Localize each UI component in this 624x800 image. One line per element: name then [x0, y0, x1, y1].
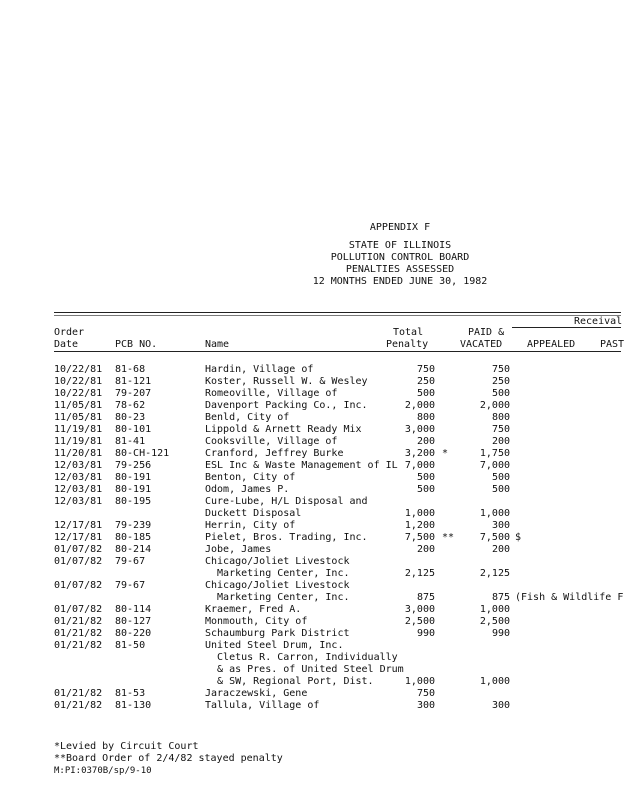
row-pcb-number: 81-41	[115, 436, 146, 447]
report-title: PENALTIES ASSESSED	[345, 264, 455, 275]
row-date: 11/05/81	[54, 400, 103, 411]
table-row	[0, 388, 621, 400]
row-name: Pielet, Bros. Trading, Inc.	[205, 532, 368, 543]
table-row	[0, 628, 621, 640]
receivable-header: Receival	[574, 316, 623, 327]
row-date: 01/07/82	[54, 604, 103, 615]
row-date: 12/03/81	[54, 472, 103, 483]
table-row	[0, 400, 621, 412]
row-name: Benld, City of	[205, 412, 290, 423]
row-date: 12/03/81	[54, 460, 103, 471]
row-name: & as Pres. of United Steel Drum	[205, 664, 404, 675]
footnote-board-order: **Board Order of 2/4/82 stayed penalty	[54, 753, 283, 764]
row-total-penalty: 200	[416, 544, 435, 555]
row-name: Benton, City of	[205, 472, 296, 483]
row-paid-vacated: 500	[491, 484, 510, 495]
header-rule	[54, 351, 621, 352]
row-total-penalty: 3,200	[404, 448, 435, 459]
table-row	[0, 532, 621, 544]
row-pcb-number: 81-130	[115, 700, 152, 711]
row-date: 10/22/81	[54, 376, 103, 387]
table-row	[0, 640, 621, 652]
table-row	[0, 652, 621, 664]
table-row	[0, 436, 621, 448]
row-name: Cooksville, Village of	[205, 436, 338, 447]
row-date: 10/22/81	[54, 388, 103, 399]
vacated-header: VACATED	[460, 339, 503, 350]
row-total-penalty: 500	[416, 484, 435, 495]
total-header: Total	[393, 327, 424, 338]
row-pcb-number: 80-127	[115, 616, 152, 627]
table-row	[0, 664, 621, 676]
row-pcb-number: 81-121	[115, 376, 152, 387]
row-pcb-number: 80-CH-121	[115, 448, 170, 459]
row-total-penalty: 750	[416, 364, 435, 375]
row-pcb-number: 80-220	[115, 628, 152, 639]
row-paid-vacated: 300	[491, 520, 510, 531]
row-pcb-number: 81-68	[115, 364, 146, 375]
row-paid-vacated: 1,000	[479, 508, 510, 519]
row-total-penalty: 500	[416, 472, 435, 483]
receivable-underline	[512, 327, 621, 328]
row-paid-vacated: 300	[491, 700, 510, 711]
table-row	[0, 568, 621, 580]
row-pcb-number: 80-214	[115, 544, 152, 555]
table-row	[0, 412, 621, 424]
row-extra-note: $	[515, 532, 522, 543]
report-period: 12 MONTHS ENDED JUNE 30, 1982	[312, 276, 488, 287]
paid-header: PAID &	[468, 327, 505, 338]
row-date: 10/22/81	[54, 364, 103, 375]
row-pcb-number: 80-191	[115, 472, 152, 483]
row-extra-note: (Fish & Wildlife F	[515, 592, 624, 603]
row-name: Marketing Center, Inc.	[205, 568, 350, 579]
penalty-header: Penalty	[386, 339, 429, 350]
row-name: Cure-Lube, H/L Disposal and	[205, 496, 368, 507]
name-header: Name	[205, 339, 230, 350]
row-name: Monmouth, City of	[205, 616, 308, 627]
row-date: 11/19/81	[54, 424, 103, 435]
past-header: PAST	[600, 339, 624, 350]
row-total-penalty: 200	[416, 436, 435, 447]
table-row	[0, 508, 621, 520]
row-total-penalty: 500	[416, 388, 435, 399]
footnote-circuit-court: *Levied by Circuit Court	[54, 741, 199, 752]
row-paid-vacated: 750	[491, 364, 510, 375]
table-row	[0, 520, 621, 532]
row-pcb-number: 80-114	[115, 604, 152, 615]
top-rule-double	[54, 315, 621, 316]
row-total-penalty: 2,500	[404, 616, 435, 627]
row-paid-vacated: 500	[491, 472, 510, 483]
row-paid-vacated: 750	[491, 424, 510, 435]
row-date: 01/21/82	[54, 628, 103, 639]
row-name: ESL Inc & Waste Management of IL	[205, 460, 398, 471]
row-total-penalty: 7,500	[404, 532, 435, 543]
row-name: Herrin, City of	[205, 520, 296, 531]
row-pcb-number: 79-256	[115, 460, 152, 471]
state-title: STATE OF ILLINOIS	[348, 240, 452, 251]
row-date: 01/07/82	[54, 556, 103, 567]
row-pcb-number: 79-67	[115, 556, 146, 567]
row-date: 01/07/82	[54, 544, 103, 555]
row-pcb-number: 80-195	[115, 496, 152, 507]
row-name: Koster, Russell W. & Wesley	[205, 376, 368, 387]
row-date: 12/03/81	[54, 496, 103, 507]
row-name: Hardin, Village of	[205, 364, 314, 375]
table-row	[0, 700, 621, 712]
table-row	[0, 484, 621, 496]
row-name: Chicago/Joliet Livestock	[205, 556, 350, 567]
row-name: Schaumburg Park District	[205, 628, 350, 639]
row-pcb-number: 80-101	[115, 424, 152, 435]
table-row	[0, 604, 621, 616]
row-date: 12/17/81	[54, 532, 103, 543]
row-pcb-number: 80-191	[115, 484, 152, 495]
appendix-label: APPENDIX F	[369, 222, 431, 233]
row-date: 11/19/81	[54, 436, 103, 447]
table-row	[0, 424, 621, 436]
table-row	[0, 676, 621, 688]
table-row	[0, 688, 621, 700]
row-date: 11/05/81	[54, 412, 103, 423]
row-pcb-number: 80-185	[115, 532, 152, 543]
date-header: Date	[54, 339, 79, 350]
table-row	[0, 448, 621, 460]
row-pcb-number: 81-50	[115, 640, 146, 651]
row-total-penalty: 875	[416, 592, 435, 603]
row-paid-vacated: 500	[491, 388, 510, 399]
row-total-penalty: 750	[416, 688, 435, 699]
table-row	[0, 556, 621, 568]
row-total-penalty: 2,000	[404, 400, 435, 411]
row-date: 01/07/82	[54, 580, 103, 591]
row-name: United Steel Drum, Inc.	[205, 640, 344, 651]
row-name: Davenport Packing Co., Inc.	[205, 400, 368, 411]
table-row	[0, 496, 621, 508]
row-date: 01/21/82	[54, 616, 103, 627]
order-header: Order	[54, 327, 85, 338]
row-paid-vacated: 1,000	[479, 676, 510, 687]
row-total-penalty: 250	[416, 376, 435, 387]
document-reference: M:PI:0370B/sp/9-10	[54, 766, 152, 776]
row-date: 01/21/82	[54, 688, 103, 699]
row-total-penalty: 1,000	[404, 676, 435, 687]
table-row	[0, 616, 621, 628]
row-paid-vacated: 1,000	[479, 604, 510, 615]
row-total-penalty: 990	[416, 628, 435, 639]
row-paid-vacated: 200	[491, 436, 510, 447]
row-name: Chicago/Joliet Livestock	[205, 580, 350, 591]
row-footnote-mark: *	[442, 448, 449, 459]
row-total-penalty: 1,200	[404, 520, 435, 531]
row-paid-vacated: 875	[491, 592, 510, 603]
row-paid-vacated: 2,000	[479, 400, 510, 411]
table-row	[0, 544, 621, 556]
row-paid-vacated: 7,000	[479, 460, 510, 471]
row-paid-vacated: 250	[491, 376, 510, 387]
table-row	[0, 592, 624, 604]
row-date: 01/21/82	[54, 640, 103, 651]
row-pcb-number: 79-67	[115, 580, 146, 591]
board-title: POLLUTION CONTROL BOARD	[330, 252, 470, 263]
row-date: 11/20/81	[54, 448, 103, 459]
row-pcb-number: 78-62	[115, 400, 146, 411]
row-paid-vacated: 200	[491, 544, 510, 555]
row-pcb-number: 79-239	[115, 520, 152, 531]
row-name: Odom, James P.	[205, 484, 290, 495]
row-paid-vacated: 7,500	[479, 532, 510, 543]
row-footnote-mark: **	[442, 532, 455, 543]
row-date: 12/17/81	[54, 520, 103, 531]
row-date: 12/03/81	[54, 484, 103, 495]
pcb-header: PCB NO.	[115, 339, 158, 350]
row-name: Marketing Center, Inc.	[205, 592, 350, 603]
row-total-penalty: 800	[416, 412, 435, 423]
row-name: Jaraczewski, Gene	[205, 688, 308, 699]
row-paid-vacated: 1,750	[479, 448, 510, 459]
row-total-penalty: 300	[416, 700, 435, 711]
row-date: 01/21/82	[54, 700, 103, 711]
row-name: Romeoville, Village of	[205, 388, 338, 399]
row-paid-vacated: 800	[491, 412, 510, 423]
row-pcb-number: 81-53	[115, 688, 146, 699]
row-pcb-number: 80-23	[115, 412, 146, 423]
row-total-penalty: 1,000	[404, 508, 435, 519]
row-paid-vacated: 2,125	[479, 568, 510, 579]
row-name: & SW, Regional Port, Dist.	[205, 676, 374, 687]
row-total-penalty: 7,000	[404, 460, 435, 471]
table-row	[0, 580, 621, 592]
table-row	[0, 364, 621, 376]
row-name: Tallula, Village of	[205, 700, 320, 711]
appealed-header: APPEALED	[527, 339, 576, 350]
row-name: Duckett Disposal	[205, 508, 302, 519]
row-total-penalty: 2,125	[404, 568, 435, 579]
row-name: Kraemer, Fred A.	[205, 604, 302, 615]
table-row	[0, 460, 621, 472]
table-row	[0, 376, 621, 388]
row-total-penalty: 3,000	[404, 604, 435, 615]
row-name: Jobe, James	[205, 544, 272, 555]
table-row	[0, 472, 621, 484]
row-name: Lippold & Arnett Ready Mix	[205, 424, 362, 435]
row-name: Cranford, Jeffrey Burke	[205, 448, 344, 459]
row-pcb-number: 79-207	[115, 388, 152, 399]
top-rule	[54, 312, 621, 313]
row-paid-vacated: 2,500	[479, 616, 510, 627]
row-total-penalty: 3,000	[404, 424, 435, 435]
row-paid-vacated: 990	[491, 628, 510, 639]
row-name: Cletus R. Carron, Individually	[205, 652, 398, 663]
